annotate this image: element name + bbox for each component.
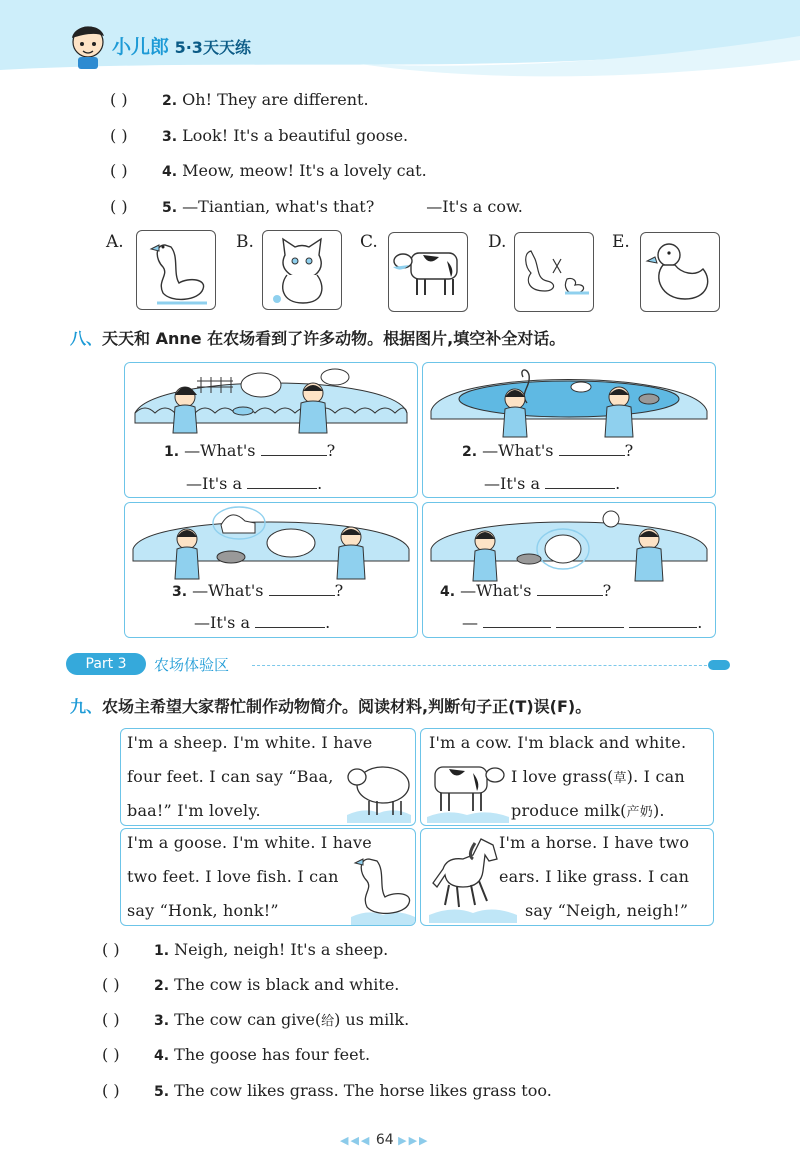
section-8-title: [70, 326, 565, 349]
blank-field[interactable]: [556, 613, 624, 628]
card-text: two feet. I love fish. I can: [127, 867, 339, 886]
question-text: The cow likes grass. The horse likes grass too.: [174, 1081, 552, 1100]
cat-icon: [263, 231, 341, 309]
card-text: four feet. I can say “Baa,: [127, 767, 334, 786]
question-number: 5.: [162, 200, 178, 216]
part-3-title: 农场体验区: [154, 656, 230, 674]
dialog-punct: ?: [624, 441, 634, 460]
left-arrows-icon: ◀◀◀: [340, 1134, 372, 1147]
question-text: Neigh, neigh! It's a sheep.: [174, 940, 389, 959]
right-arrows-icon: ▶▶▶: [398, 1134, 430, 1147]
card-text: I'm a cow. I'm black and white.: [429, 733, 687, 752]
part-3-pill: Part 3: [66, 653, 146, 675]
dialog-question: —What's: [192, 581, 264, 600]
question-row: [102, 1010, 409, 1029]
dialog-number: 4.: [440, 584, 456, 600]
dialog-number: 3.: [172, 584, 188, 600]
option-label-c: C.: [360, 232, 378, 252]
blank-field[interactable]: [559, 441, 625, 456]
card-text: produce milk(: [511, 801, 627, 820]
card-text: ears. I like grass. I can: [499, 867, 690, 886]
option-a-box[interactable]: [136, 230, 216, 310]
question-number: 2.: [162, 93, 178, 109]
card-cow: [420, 728, 714, 826]
answer-paren[interactable]: ( ): [102, 975, 120, 994]
blank-field[interactable]: [629, 613, 697, 628]
answer-paren[interactable]: ( ): [110, 90, 128, 109]
horse-icon: [423, 835, 517, 923]
dialog-1-question: [164, 441, 335, 460]
part-3-divider-end: [708, 660, 730, 670]
card-text: say “Neigh, neigh!”: [525, 901, 689, 920]
swan-and-duck-icon: [515, 233, 593, 311]
question-row: [102, 1081, 552, 1100]
question-gloss: 给: [321, 1014, 335, 1029]
card-text: ).: [652, 801, 665, 820]
question-text: The goose has four feet.: [174, 1045, 371, 1064]
question-text: The cow is black and white.: [174, 975, 400, 994]
sheep-icon: [345, 751, 413, 823]
card-goose: [120, 828, 416, 926]
card-sheep: [120, 728, 416, 826]
answer-paren[interactable]: ( ): [102, 1081, 120, 1100]
blank-field[interactable]: [255, 613, 325, 628]
card-gloss: 草: [613, 771, 627, 786]
card-horse: [420, 828, 714, 926]
answer-paren[interactable]: ( ): [102, 1045, 120, 1064]
card-text-line: [511, 767, 685, 786]
part-3-divider: [252, 665, 722, 666]
dialog-3-question: [172, 581, 343, 600]
dialog-2-answer: [484, 474, 620, 493]
question-text: Look! It's a beautiful goose.: [182, 126, 409, 145]
question-number: 4.: [154, 1048, 170, 1064]
answer-paren[interactable]: ( ): [102, 1010, 120, 1029]
dialog-2-question: [462, 441, 633, 460]
blank-field[interactable]: [247, 474, 317, 489]
dialog-question: —What's: [482, 441, 554, 460]
question-row: [102, 1045, 370, 1064]
dialog-4-answer: [462, 613, 702, 632]
section-9-number: 九、: [70, 697, 103, 716]
dialog-question: —What's: [184, 441, 256, 460]
dialog-number: 1.: [164, 444, 180, 460]
dialog-1-answer: [186, 474, 322, 493]
dialog-answer: —It's a: [194, 613, 250, 632]
question-number: 4.: [162, 164, 178, 180]
option-label-e: E.: [612, 232, 630, 252]
blank-field[interactable]: [545, 474, 615, 489]
question-text: The cow can give(: [174, 1010, 322, 1029]
dialog-3-answer: [194, 613, 330, 632]
blank-field[interactable]: [269, 581, 335, 596]
question-row: [102, 975, 399, 994]
question-text: Oh! They are different.: [182, 90, 369, 109]
card-gloss: 产奶: [626, 805, 653, 820]
dialog-answer: —It's a: [484, 474, 540, 493]
card-text: I love grass(: [511, 767, 614, 786]
question-text: ) us milk.: [334, 1010, 410, 1029]
section-8-instruction: 天天和 Anne 在农场看到了许多动物。根据图片,填空补全对话。: [102, 329, 566, 348]
dialog-number: 2.: [462, 444, 478, 460]
card-text: I'm a sheep. I'm white. I have: [127, 733, 373, 752]
swan-icon: [137, 231, 215, 309]
cow-icon: [389, 233, 467, 311]
card-text: I'm a goose. I'm white. I have: [127, 833, 372, 852]
dialog-4-question: [440, 581, 611, 600]
question-row: [110, 90, 369, 109]
brand-title: [112, 32, 251, 59]
blank-field[interactable]: [483, 613, 551, 628]
section-8-number: 八、: [70, 329, 103, 348]
question-number: 3.: [162, 129, 178, 145]
question-row: [110, 161, 427, 180]
answer-paren[interactable]: ( ): [110, 126, 128, 145]
answer-paren[interactable]: ( ): [110, 197, 128, 216]
option-c-box[interactable]: [388, 232, 468, 312]
dialog-punct: .: [697, 613, 703, 632]
goose-icon: [351, 853, 415, 925]
page-number: 64: [375, 1132, 394, 1148]
option-e-box[interactable]: [640, 232, 720, 312]
brand-main: 小儿郎: [112, 36, 170, 58]
card-text: say “Honk, honk!”: [127, 901, 279, 920]
question-row: [110, 197, 523, 216]
section-9-instruction: 农场主希望大家帮忙制作动物简介。阅读材料,判断句子正(T)误(F)。: [102, 697, 592, 716]
question-number: 5.: [154, 1084, 170, 1100]
question-row: [102, 940, 388, 959]
brand-sub: 5·3天天练: [174, 38, 251, 57]
card-text: I'm a horse. I have two: [499, 833, 690, 852]
dialog-punct: .: [317, 474, 323, 493]
option-label-a: A.: [106, 232, 124, 252]
cow-icon: [427, 759, 509, 823]
question-text: —Tiantian, what's that?: [182, 197, 375, 216]
option-label-d: D.: [488, 232, 507, 252]
card-text: baa!” I'm lovely.: [127, 801, 261, 820]
duck-icon: [641, 233, 719, 311]
question-number: 1.: [154, 943, 170, 959]
dialog-punct: ?: [326, 441, 336, 460]
dialog-punct: ?: [602, 581, 612, 600]
dialog-question: —What's: [460, 581, 532, 600]
boy-mascot-icon: [66, 22, 110, 70]
card-text: ). I can: [626, 767, 685, 786]
question-number: 3.: [154, 1013, 170, 1029]
dialog-punct: .: [325, 613, 331, 632]
dialog-punct: ?: [334, 581, 344, 600]
answer-paren[interactable]: ( ): [102, 940, 120, 959]
option-d-box[interactable]: [514, 232, 594, 312]
blank-field[interactable]: [537, 581, 603, 596]
dialog-punct: .: [615, 474, 621, 493]
section-9-title: [70, 694, 591, 717]
option-label-b: B.: [236, 232, 254, 252]
question-number: 2.: [154, 978, 170, 994]
page-footer: [340, 1132, 430, 1148]
option-b-box[interactable]: [262, 230, 342, 310]
dialog-answer: —It's a: [186, 474, 242, 493]
card-text-line: [511, 801, 665, 820]
question-row: [110, 126, 408, 145]
answer-paren[interactable]: ( ): [110, 161, 128, 180]
question-text: Meow, meow! It's a lovely cat.: [182, 161, 427, 180]
dialog-answer: —: [462, 613, 478, 632]
blank-field[interactable]: [261, 441, 327, 456]
question-answer-text: —It's a cow.: [426, 197, 523, 216]
